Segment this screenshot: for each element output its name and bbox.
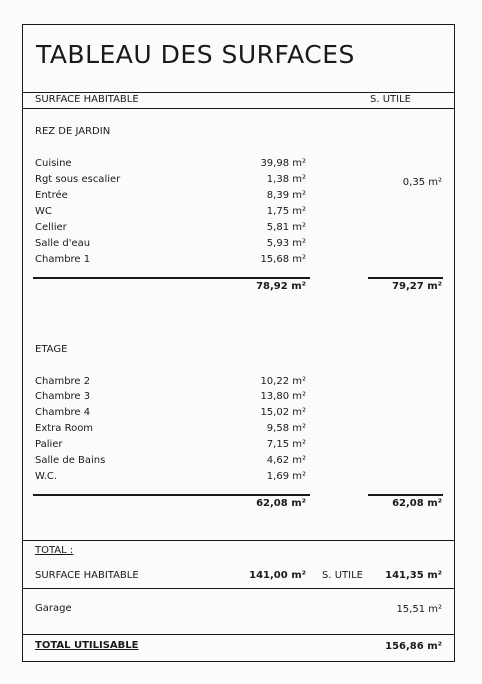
room-name: Chambre 3 [35,391,91,402]
room-area: 4,62 m² [266,455,306,466]
section-label-etage: ETAGE [35,344,68,355]
subtotal-rule [33,494,310,496]
total-label: TOTAL : [35,545,74,556]
total-surface-habitable-label: SURFACE HABITABLE [35,570,139,581]
room-name: Chambre 2 [35,376,91,387]
rdj-total-area: 78,92 m² [256,281,306,292]
room-name: Extra Room [35,423,94,434]
document-frame [22,24,455,662]
room-name: Palier [35,439,63,450]
room-name: Cellier [35,222,67,233]
total-utilisable-label: TOTAL UTILISABLE [35,640,139,651]
divider [22,92,455,93]
divider [22,634,455,635]
room-area: 9,58 m² [266,423,306,434]
divider [22,588,455,589]
room-area: 1,75 m² [266,206,306,217]
header-surface-habitable: SURFACE HABITABLE [35,94,139,105]
subtotal-rule [368,494,443,496]
room-util: 0,35 m² [402,177,442,188]
header-s-utile: S. UTILE [370,94,411,105]
room-area: 15,68 m² [260,254,306,265]
etage-total-area: 62,08 m² [256,498,306,509]
room-name: Chambre 4 [35,407,91,418]
room-area: 1,69 m² [266,471,306,482]
subtotal-rule [33,277,310,279]
etage-total-util: 62,08 m² [392,498,442,509]
room-area: 8,39 m² [266,190,306,201]
room-area: 10,22 m² [260,376,306,387]
subtotal-rule [368,277,443,279]
room-name: Salle de Bains [35,455,106,466]
room-name: Salle d'eau [35,238,91,249]
room-area: 5,81 m² [266,222,306,233]
garage-value: 15,51 m² [396,604,442,615]
document-title: TABLEAU DES SURFACES [36,40,355,69]
rdj-total-util: 79,27 m² [392,281,442,292]
room-area: 15,02 m² [260,407,306,418]
divider [22,108,455,109]
room-name: WC [35,206,52,217]
room-area: 7,15 m² [266,439,306,450]
room-area: 1,38 m² [266,174,306,185]
room-name: Cuisine [35,158,72,169]
divider [22,540,455,541]
total-s-utile-value: 141,35 m² [385,570,442,581]
room-name: Rgt sous escalier [35,174,121,185]
room-name: Entrée [35,190,68,201]
garage-label: Garage [35,603,72,614]
total-surface-habitable-value: 141,00 m² [249,570,306,581]
room-name: W.C. [35,471,58,482]
room-name: Chambre 1 [35,254,91,265]
total-utilisable-value: 156,86 m² [385,641,442,652]
section-label-rez-de-jardin: REZ DE JARDIN [35,126,111,137]
room-area: 39,98 m² [260,158,306,169]
total-s-utile-label: S. UTILE [322,570,363,581]
room-area: 5,93 m² [266,238,306,249]
room-area: 13,80 m² [260,391,306,402]
